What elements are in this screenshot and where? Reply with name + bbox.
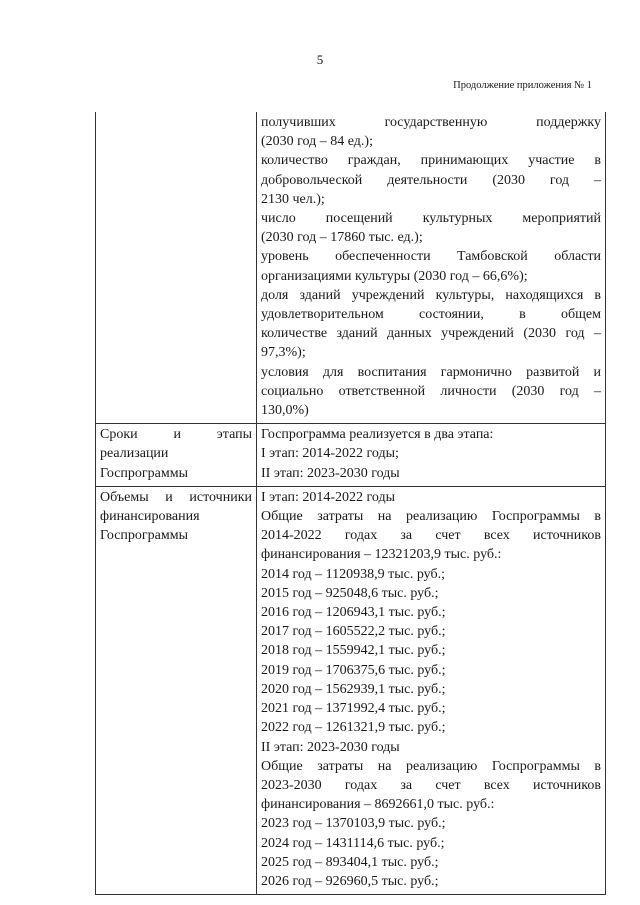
- row-content-line: I этап: 2014-2022 годы;: [261, 446, 399, 462]
- row-content-line: II этап: 2023-2030 годы: [261, 739, 400, 755]
- row-content-line: 2014 год – 1120938,9 тыс. руб.;: [261, 566, 445, 582]
- row-content-line: 2019 год – 1706375,6 тыс. руб.;: [261, 662, 446, 678]
- row-content-line: 97,3%);: [261, 345, 306, 361]
- table-row: [96, 112, 606, 424]
- row-content-line: 2022 год – 1261321,9 тыс. руб.;: [261, 720, 446, 736]
- row-label-cell: [96, 424, 257, 487]
- row-content-line: 2020 год – 1562939,1 тыс. руб.;: [261, 681, 446, 697]
- row-content-line: добровольческой деятельности (2030 год –: [261, 172, 601, 188]
- row-content-line: социально ответственной личности (2030 год –: [261, 383, 601, 399]
- row-content-line: Общие затраты на реализацию Госпрограммы в: [261, 509, 601, 525]
- appendix-continuation-note: Продолжение приложения № 1: [453, 80, 592, 91]
- row-label-line: Объемы и источники: [100, 489, 252, 505]
- row-content-line: Госпрограмма реализуется в два этапа:: [261, 427, 494, 443]
- table-row: [96, 424, 606, 487]
- row-content-line: 130,0%): [261, 403, 309, 419]
- row-label-line: Госпрограммы: [100, 528, 188, 544]
- row-label-cell: [96, 486, 257, 894]
- row-content-line: 2130 чел.);: [261, 191, 325, 207]
- row-content-line: количестве зданий данных учреждений (2030 год –: [261, 326, 601, 342]
- page-number: 5: [316, 52, 324, 67]
- row-content-line: 2014-2022 годах за счет всех источников: [261, 528, 601, 544]
- row-content-line: 2016 год – 1206943,1 тыс. руб.;: [261, 605, 446, 621]
- row-content-line: 2023 год – 1370103,9 тыс. руб.;: [261, 816, 446, 832]
- row-content-line: 2024 год – 1431114,6 тыс. руб.;: [261, 835, 445, 851]
- row-content-line: 2017 год – 1605522,2 тыс. руб.;: [261, 624, 446, 640]
- row-content-cell: [257, 486, 606, 894]
- row-content-cell: [257, 112, 606, 424]
- row-content-line: II этап: 2023-2030 годы: [261, 465, 400, 481]
- row-content-line: Общие затраты на реализацию Госпрограммы в: [261, 758, 601, 774]
- row-label-line: реализации: [100, 446, 169, 462]
- row-content-line: удовлетворительном состоянии, в общем: [261, 307, 601, 323]
- row-content-line: 2023-2030 годах за счет всех источников: [261, 777, 601, 793]
- row-content-line: 2021 год – 1371992,4 тыс. руб.;: [261, 701, 446, 717]
- row-content-line: количество граждан, принимающих участие в: [261, 153, 601, 169]
- row-content-line: уровень обеспеченности Тамбовской области: [261, 249, 601, 265]
- program-passport-table: [95, 112, 606, 895]
- row-content-line: число посещений культурных мероприятий: [261, 211, 601, 227]
- row-content-line: (2030 год – 84 ед.);: [261, 134, 373, 150]
- row-content-line: финансирования – 12321203,9 тыс. руб.:: [261, 547, 502, 563]
- row-content-line: финансирования – 8692661,0 тыс. руб.:: [261, 797, 495, 813]
- row-label-line: Сроки и этапы: [100, 427, 252, 443]
- row-content-line: доля зданий учреждений культуры, находящихся в: [261, 287, 601, 303]
- row-label-line: финансирования: [100, 509, 200, 525]
- row-content-line: I этап: 2014-2022 годы: [261, 489, 396, 505]
- row-content-cell: [257, 424, 606, 487]
- table-row: [96, 486, 606, 894]
- row-content-line: условия для воспитания гармонично развитой и: [261, 364, 601, 380]
- row-content-line: получивших государственную поддержку: [261, 115, 601, 130]
- row-content-line: (2030 год – 17860 тыс. ед.);: [261, 230, 423, 246]
- row-content-line: 2015 год – 925048,6 тыс. руб.;: [261, 585, 439, 601]
- row-label-line: Госпрограммы: [100, 465, 188, 481]
- row-content-line: 2025 год – 893404,1 тыс. руб.;: [261, 854, 439, 870]
- row-label-cell: [96, 112, 257, 424]
- row-content-line: организациями культуры (2030 год – 66,6%);: [261, 268, 528, 284]
- row-content-line: 2018 год – 1559942,1 тыс. руб.;: [261, 643, 446, 659]
- row-content-line: 2026 год – 926960,5 тыс. руб.;: [261, 873, 439, 889]
